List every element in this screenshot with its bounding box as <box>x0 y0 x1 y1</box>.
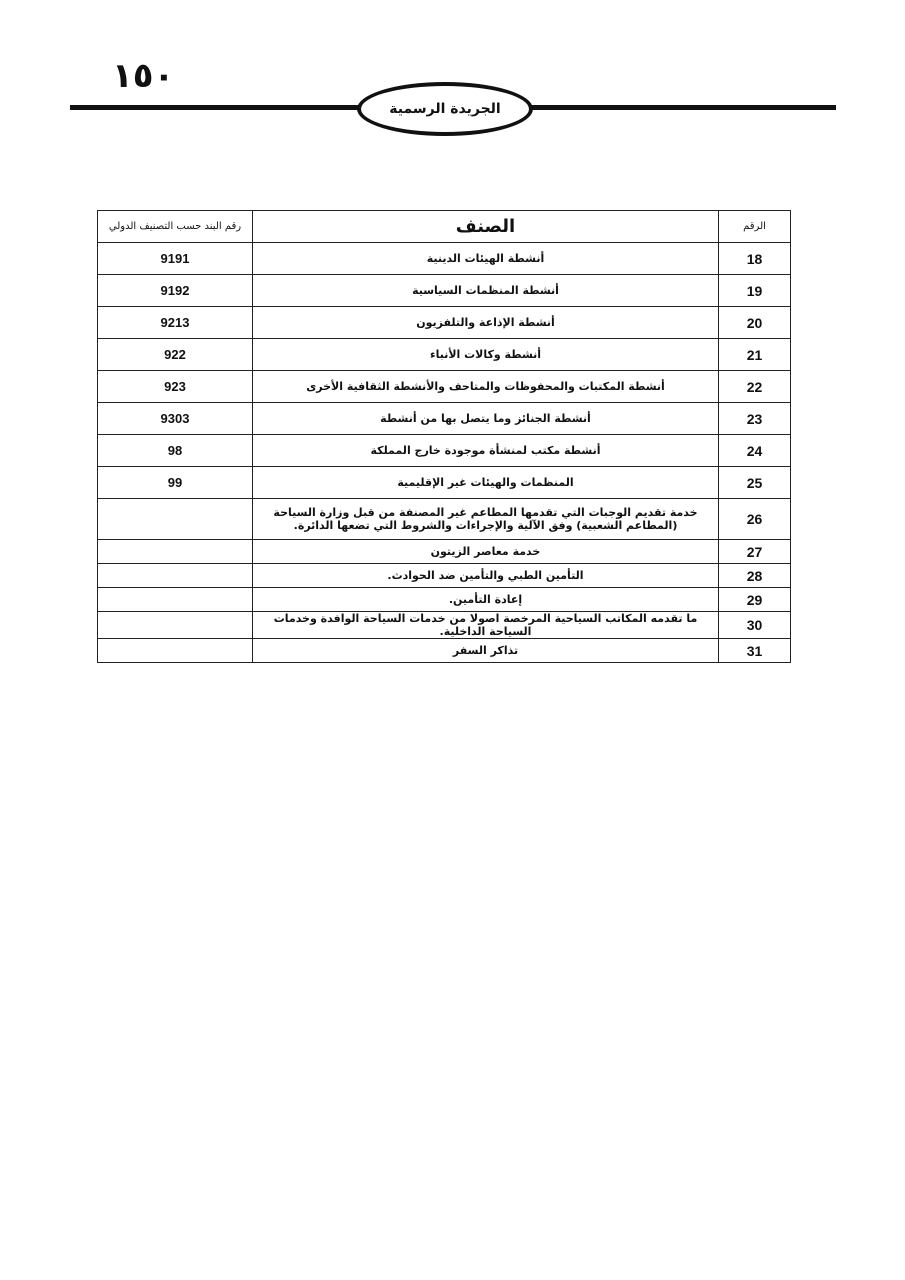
table-row <box>98 467 791 499</box>
table-row <box>98 588 791 612</box>
table-row <box>98 403 791 435</box>
row-class: أنشطة المنظمات السياسية <box>253 275 719 307</box>
gazette-title-oval <box>357 82 533 136</box>
row-number: 30 <box>719 612 791 639</box>
row-class: ما تقدمه المكاتب السياحية المرخصة اصولا من خدمات السياحة الوافدة وخدمات السياحة الداخلية. <box>253 612 719 639</box>
table-row <box>98 275 791 307</box>
table-header-row <box>98 211 791 243</box>
classification-table <box>97 210 791 663</box>
row-number: 31 <box>719 639 791 663</box>
row-number: 19 <box>719 275 791 307</box>
row-number: 27 <box>719 540 791 564</box>
table-row <box>98 307 791 339</box>
row-code: 923 <box>98 371 253 403</box>
row-class: أنشطة وكالات الأنباء <box>253 339 719 371</box>
row-number: 29 <box>719 588 791 612</box>
row-code <box>98 540 253 564</box>
row-number: 26 <box>719 499 791 540</box>
row-class: أنشطة الجنائز وما يتصل بها من أنشطة <box>253 403 719 435</box>
gazette-title: الجريدة الرسمية <box>389 101 501 117</box>
row-code: 99 <box>98 467 253 499</box>
row-code <box>98 564 253 588</box>
page-number: ١٥٠ <box>112 56 175 96</box>
row-class: إعادة التأمين. <box>253 588 719 612</box>
row-code: 9192 <box>98 275 253 307</box>
row-class: المنظمات والهيئات غير الإقليمية <box>253 467 719 499</box>
row-code: 98 <box>98 435 253 467</box>
row-class: أنشطة المكتبات والمحفوظات والمتاحف والأنشطة الثقافية الأخرى <box>253 371 719 403</box>
row-number: 25 <box>719 467 791 499</box>
row-number: 22 <box>719 371 791 403</box>
table-row <box>98 435 791 467</box>
table-row <box>98 612 791 639</box>
row-class: أنشطة مكتب لمنشأة موجودة خارج المملكة <box>253 435 719 467</box>
table-row <box>98 371 791 403</box>
header-code: رقم البند حسب التصنيف الدولي <box>98 211 253 243</box>
table-row <box>98 564 791 588</box>
row-code: 9191 <box>98 243 253 275</box>
row-code: 9303 <box>98 403 253 435</box>
row-number: 18 <box>719 243 791 275</box>
row-class: التأمين الطبي والتأمين ضد الحوادث. <box>253 564 719 588</box>
table-row <box>98 499 791 540</box>
row-code <box>98 639 253 663</box>
table-row <box>98 339 791 371</box>
row-code <box>98 612 253 639</box>
row-class: خدمة معاصر الزيتون <box>253 540 719 564</box>
table-row <box>98 243 791 275</box>
row-number: 21 <box>719 339 791 371</box>
row-number: 20 <box>719 307 791 339</box>
table-row <box>98 540 791 564</box>
row-number: 28 <box>719 564 791 588</box>
table-row <box>98 639 791 663</box>
row-class: أنشطة الهيئات الدينية <box>253 243 719 275</box>
header-class: الصنف <box>253 211 719 243</box>
row-class: تذاكر السفر <box>253 639 719 663</box>
row-number: 24 <box>719 435 791 467</box>
row-code <box>98 588 253 612</box>
header-number: الرقم <box>719 211 791 243</box>
row-class: أنشطة الإذاعة والتلفزيون <box>253 307 719 339</box>
row-number: 23 <box>719 403 791 435</box>
row-code: 9213 <box>98 307 253 339</box>
row-code <box>98 499 253 540</box>
row-class: خدمة تقديم الوجبات التي تقدمها المطاعم غير المصنفة من قبل وزارة السياحة (المطاعم الشعبية) وفق الآلية والإجراءات والشروط التي تضعها الدائرة. <box>253 499 719 540</box>
row-code: 922 <box>98 339 253 371</box>
